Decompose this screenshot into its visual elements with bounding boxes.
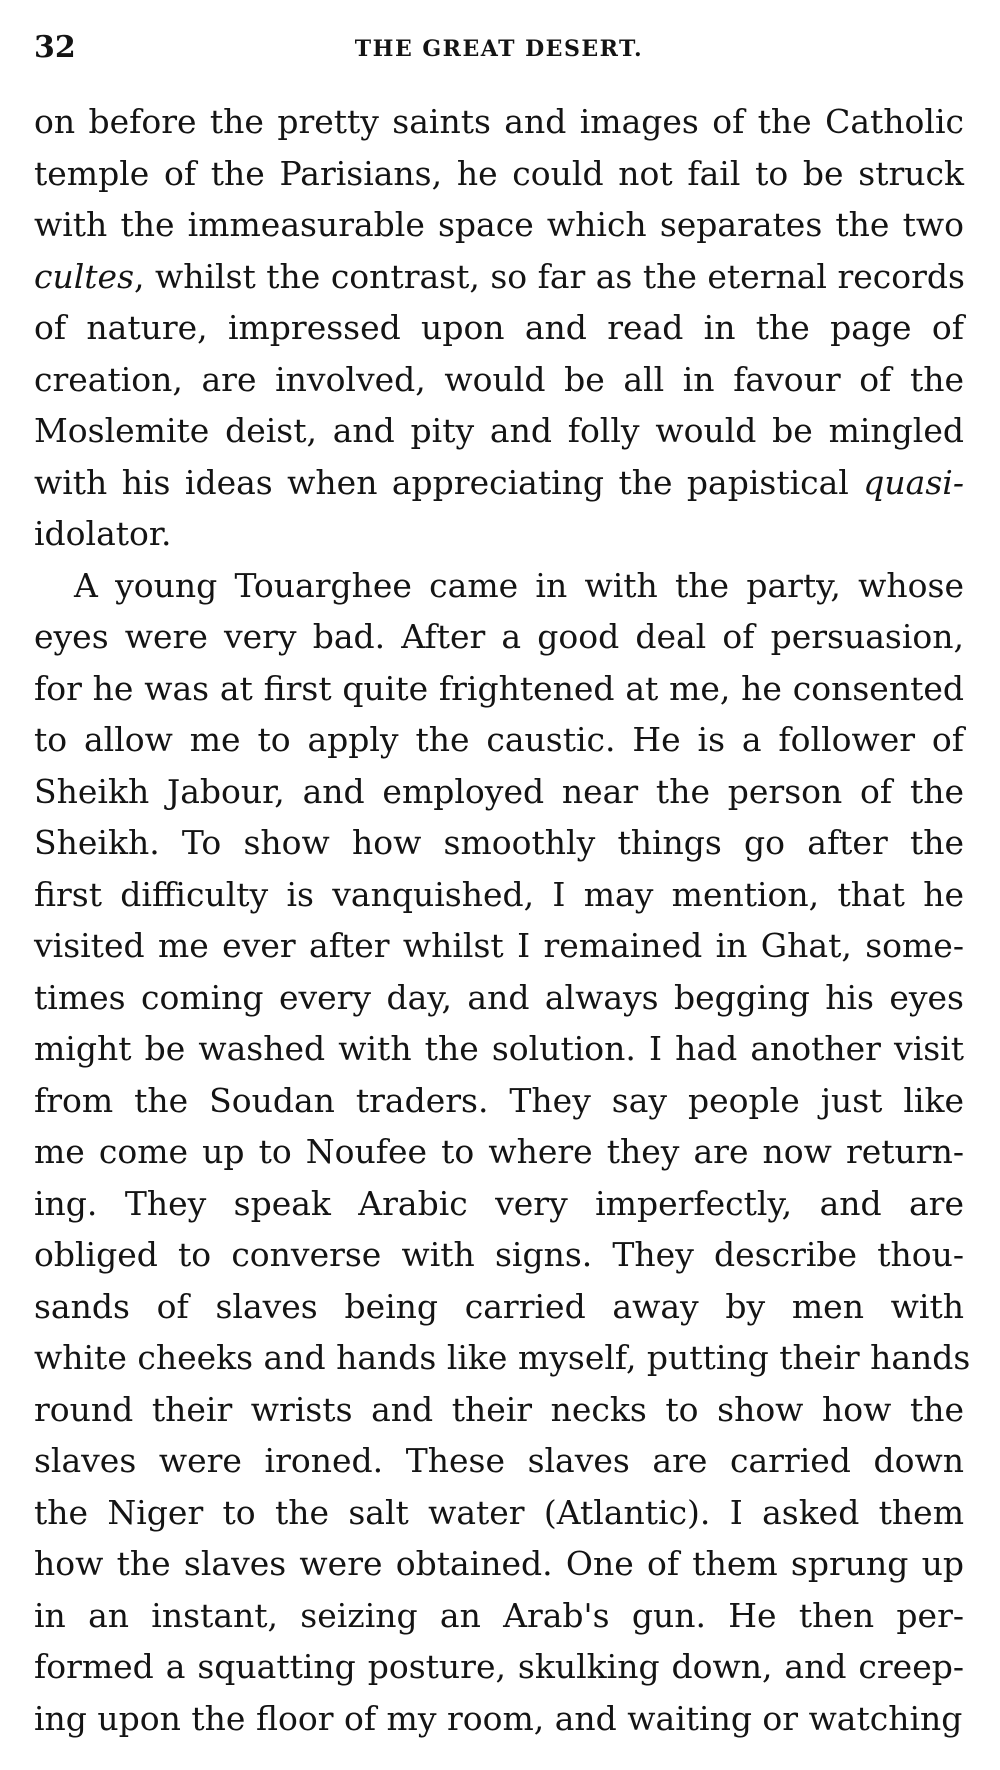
text-line [34, 1281, 964, 1333]
page-number: 32 [34, 30, 76, 65]
line-text: ing. They speak Arabic very imperfectly, and are [34, 1183, 964, 1223]
line-text: me come up to Noufee to where they are now return- [34, 1132, 964, 1171]
italic-word: quasi- [863, 462, 964, 502]
line-text: from the Soudan traders. They say people just like [34, 1080, 964, 1120]
text-line [34, 1178, 964, 1230]
line-text: ing upon the floor of my room, and waiting or watching [34, 1698, 963, 1738]
text-line [34, 1538, 964, 1590]
running-head: THE GREAT DESERT. [354, 36, 644, 62]
line-text: idolator. [34, 514, 172, 553]
text-line [34, 405, 964, 457]
line-text: A young Touarghee came in with the party, whose [74, 565, 964, 605]
text-line [34, 1487, 964, 1539]
line-text: times coming every day, and always begging his eyes [34, 977, 964, 1017]
text-line [34, 1075, 964, 1127]
text-line [34, 508, 964, 560]
line-text: Moslemite deist, and pity and folly would be mingled [34, 411, 964, 450]
line-text: for he was at first quite frightened at me, he consented [34, 668, 964, 708]
text-line [34, 920, 964, 972]
line-text: , whilst the contrast, so far as the eternal records [134, 256, 965, 296]
line-text: slaves were ironed. These slaves are carried down [34, 1441, 964, 1480]
line-text: round their wrists and their necks to show how the [34, 1389, 964, 1429]
line-text: with the immeasurable space which separates the two [34, 205, 964, 244]
text-line [34, 457, 964, 509]
line-text: creation, are involved, would be all in favour of the [34, 359, 964, 399]
line-text: might be washed with the solution. I had another visit [34, 1029, 964, 1068]
paragraph [34, 560, 971, 1745]
text-line [34, 148, 964, 200]
text-line [34, 1693, 964, 1745]
line-text: temple of the Parisians, he could not fail to be struck [34, 153, 964, 193]
text-line [34, 972, 964, 1024]
text-line [34, 1229, 964, 1281]
text-line [34, 611, 964, 663]
text-line [34, 1126, 964, 1178]
text-line [34, 663, 964, 715]
line-text: in an instant, seizing an Arab's gun. He then per- [34, 1595, 964, 1635]
text-line [34, 302, 964, 354]
text-line [34, 1332, 971, 1384]
line-text: eyes were very bad. After a good deal of persuasion, [34, 617, 964, 656]
line-text: of nature, impressed upon and read in the page of [34, 308, 964, 347]
text-line [34, 251, 964, 303]
line-text: with his ideas when appreciating the papistical [34, 462, 864, 502]
text-line [34, 96, 964, 148]
paragraph [34, 96, 964, 560]
italic-word: cultes [34, 256, 135, 296]
line-text: obliged to converse with signs. They describe thou- [34, 1235, 964, 1274]
line-text: Sheikh. To show how smoothly things go after the [34, 823, 964, 862]
text-line [34, 560, 964, 612]
page-header [34, 30, 964, 70]
text-line [34, 199, 964, 251]
line-text: white cheeks and hands like myself, putting their hands [34, 1338, 971, 1377]
text-line [34, 817, 964, 869]
text-line [34, 1641, 964, 1693]
text-line [34, 714, 964, 766]
line-text: visited me ever after whilst I remained in Ghat, some- [34, 926, 964, 965]
line-text: the Niger to the salt water (Atlantic). I asked them [34, 1492, 964, 1532]
text-line [34, 1023, 964, 1075]
line-text: sands of slaves being carried away by men with [34, 1286, 964, 1326]
text-line [34, 1590, 964, 1642]
line-text: how the slaves were obtained. One of them sprung up [34, 1544, 964, 1583]
text-line [34, 869, 964, 921]
line-text: Sheikh Jabour, and employed near the person of the [34, 771, 964, 811]
line-text: on before the pretty saints and images of the Catholic [34, 102, 964, 141]
line-text: to allow me to apply the caustic. He is a follower of [34, 720, 964, 759]
line-text: formed a squatting posture, skulking down, and creep- [34, 1647, 964, 1686]
text-line [34, 766, 964, 818]
line-text: first difficulty is vanquished, I may mention, that he [34, 874, 964, 914]
body-text [34, 96, 971, 1744]
text-line [34, 354, 964, 406]
text-line [34, 1384, 964, 1436]
text-line [34, 1435, 964, 1487]
